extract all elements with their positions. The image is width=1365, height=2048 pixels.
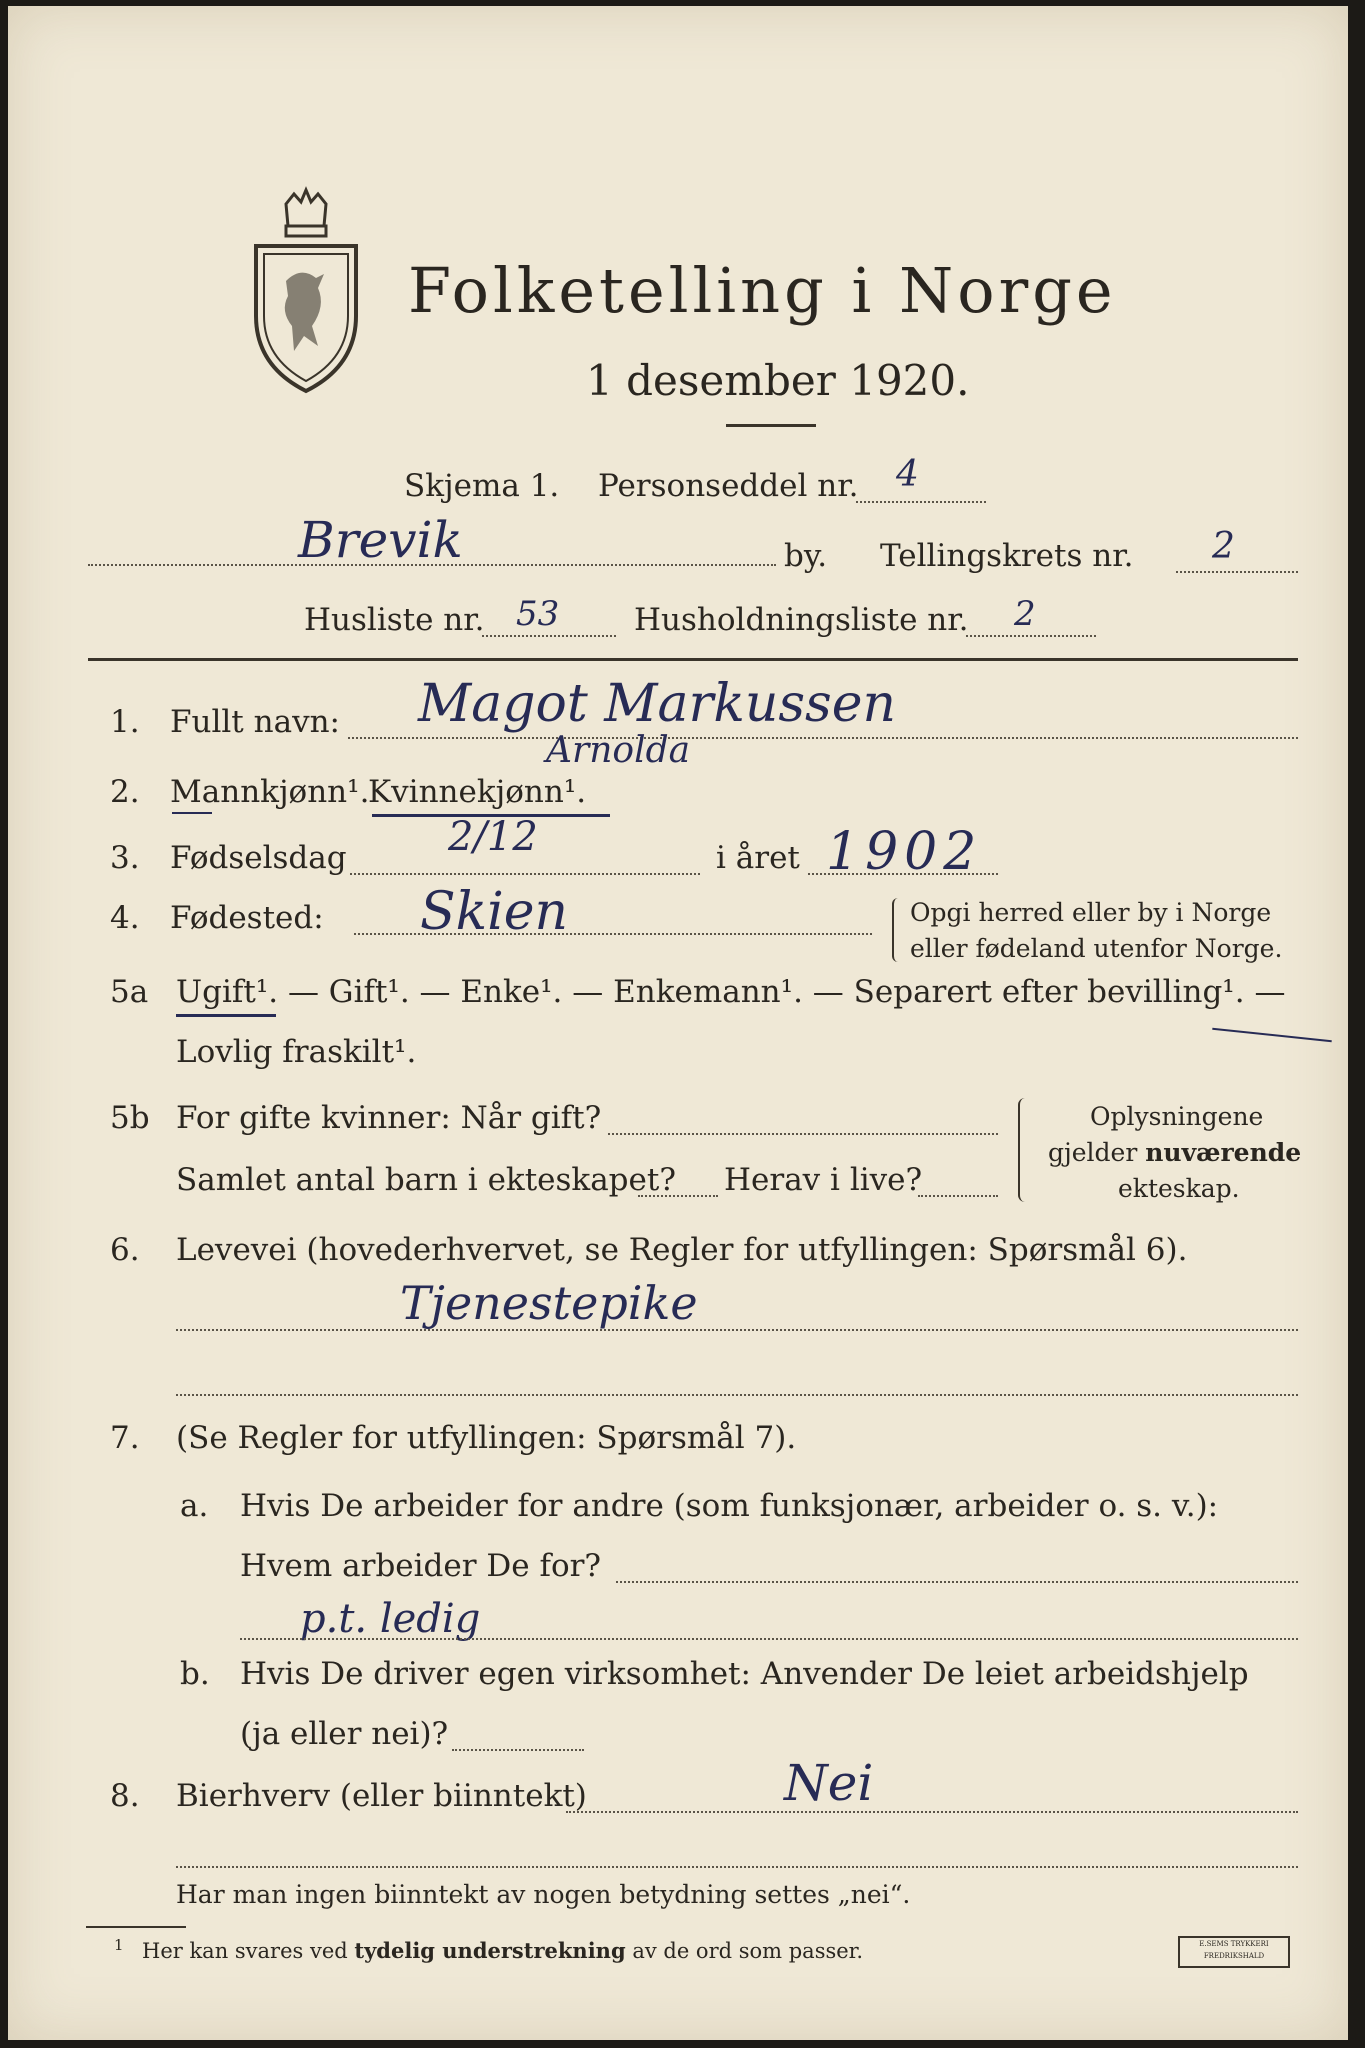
q7b-line2: (ja eller nei)? <box>240 1716 449 1752</box>
q5b-note-gjelder: gjelder <box>1048 1138 1146 1167</box>
q2-stroke <box>172 812 212 814</box>
by-label: by. <box>784 538 828 574</box>
q3-year-label: i året <box>716 840 800 876</box>
q5b-line1: For gifte kvinner: Når gift? <box>176 1100 602 1136</box>
footnote-text-b: tydelig understrekning <box>354 1938 626 1963</box>
footnote-rule <box>86 1926 186 1928</box>
q6-label: Levevei (hovederhvervet, se Regler for utfyllingen: Spørsmål 6). <box>176 1232 1188 1268</box>
q7a-value: p.t. ledig <box>300 1596 481 1642</box>
q5a-stroke <box>1212 1028 1332 1043</box>
q1-number: 1. <box>110 704 140 740</box>
q5b-children-field <box>638 1195 718 1197</box>
q5b-note-line1: Oplysningene <box>1090 1102 1264 1131</box>
q2-number: 2. <box>110 774 140 810</box>
q1-label: Fullt navn: <box>170 704 340 740</box>
q7b-line1: Hvis De driver egen virksomhet: Anvender De leiet arbeidshjelp <box>240 1656 1249 1692</box>
tellingskrets-value: 2 <box>1212 526 1235 567</box>
q3-number: 3. <box>110 840 140 876</box>
q7b-field <box>452 1749 584 1751</box>
coat-of-arms-icon <box>246 186 366 396</box>
q3-year-value: 1902 <box>826 822 983 882</box>
q4-number: 4. <box>110 900 140 936</box>
q1-value-extra: Arnolda <box>546 730 691 771</box>
footnote-text <box>142 1938 863 1963</box>
q6-field-2 <box>176 1394 1298 1396</box>
tellingskrets-label: Tellingskrets nr. <box>880 538 1134 574</box>
q7-number: 7. <box>110 1420 140 1456</box>
footnote-mark: 1 <box>114 1936 124 1954</box>
q5b-married-field <box>608 1133 998 1135</box>
q7a-line2: Hvem arbeider De for? <box>240 1548 602 1584</box>
q8-field <box>566 1811 1298 1813</box>
q2-female: Kvinnekjønn¹. <box>368 774 587 810</box>
nei-note: Har man ingen biinntekt av nogen betydning settes „nei“. <box>176 1880 911 1909</box>
q7a-field-2 <box>240 1638 1298 1640</box>
husliste-field <box>482 635 616 637</box>
q2-male: Mannkjønn¹. <box>170 774 370 810</box>
q5b-note-line2 <box>1048 1138 1301 1167</box>
q5b-note-brace <box>1018 1098 1032 1202</box>
footnote-text-c: av de ord som passer. <box>625 1939 864 1963</box>
q5b-note-current: nuværende <box>1145 1138 1302 1167</box>
census-form <box>8 6 1348 2040</box>
q3-label: Fødselsdag <box>170 840 347 876</box>
personseddel-field <box>856 501 986 503</box>
q6-value: Tjenestepike <box>400 1276 698 1330</box>
q5b-number: 5b <box>110 1100 150 1136</box>
skjema-label: Skjema 1. <box>404 468 560 504</box>
q4-label: Fødested: <box>170 900 324 936</box>
census-date: 1 desember 1920. <box>586 356 970 405</box>
q1-field <box>348 737 1298 739</box>
q7b-letter: b. <box>180 1656 210 1692</box>
printer-mark: E.SEMS TRYKKERI FREDRIKSHALD <box>1178 1936 1290 1968</box>
title-divider <box>726 424 816 427</box>
q8-value: Nei <box>784 1754 874 1812</box>
q4-value: Skien <box>420 882 569 942</box>
form-title: Folketelling i Norge <box>408 254 1117 327</box>
q4-note-line2: eller fødeland utenfor Norge. <box>910 934 1283 963</box>
q5a-options-line2: Lovlig fraskilt¹. <box>176 1034 417 1070</box>
q5a-underline <box>176 1014 276 1017</box>
q1-value: Magot Markussen <box>418 674 897 734</box>
husholdning-label: Husholdningsliste nr. <box>634 602 969 638</box>
q5b-alive-label: Herav i live? <box>724 1162 923 1198</box>
husliste-value: 53 <box>516 594 560 634</box>
husliste-label: Husliste nr. <box>304 602 485 638</box>
tellingskrets-field <box>1176 571 1298 573</box>
q5a-number: 5a <box>110 974 149 1010</box>
q8-number: 8. <box>110 1778 140 1814</box>
q5b-children-label: Samlet antal barn i ekteskapet? <box>176 1162 676 1198</box>
q3-field <box>350 873 700 875</box>
personseddel-value: 4 <box>896 454 919 495</box>
q8-label: Bierhverv (eller biinntekt) <box>176 1778 587 1814</box>
q5b-note-line3: ekteskap. <box>1118 1174 1240 1203</box>
q3-value: 2/12 <box>448 814 538 860</box>
city-value: Brevik <box>298 511 463 569</box>
q6-field <box>176 1329 1298 1331</box>
husholdning-value: 2 <box>1014 594 1036 634</box>
q4-note-brace <box>892 898 904 962</box>
q4-note-line1: Opgi herred eller by i Norge <box>910 898 1272 927</box>
q8-field-2 <box>176 1866 1298 1868</box>
q7a-field <box>616 1581 1298 1583</box>
q5a-options: Ugift¹. — Gift¹. — Enke¹. — Enkemann¹. — Separert efter bevilling¹. — <box>176 974 1286 1010</box>
q5b-alive-field <box>918 1195 998 1197</box>
q7a-letter: a. <box>180 1488 209 1524</box>
q6-number: 6. <box>110 1232 140 1268</box>
husholdning-field <box>966 635 1096 637</box>
q7a-line1: Hvis De arbeider for andre (som funksjonær, arbeider o. s. v.): <box>240 1488 1219 1524</box>
footnote-text-a: Her kan svares ved <box>142 1939 355 1963</box>
header-rule <box>88 658 1298 661</box>
personseddel-label: Personseddel nr. <box>598 468 859 504</box>
q7-label: (Se Regler for utfyllingen: Spørsmål 7). <box>176 1420 797 1456</box>
